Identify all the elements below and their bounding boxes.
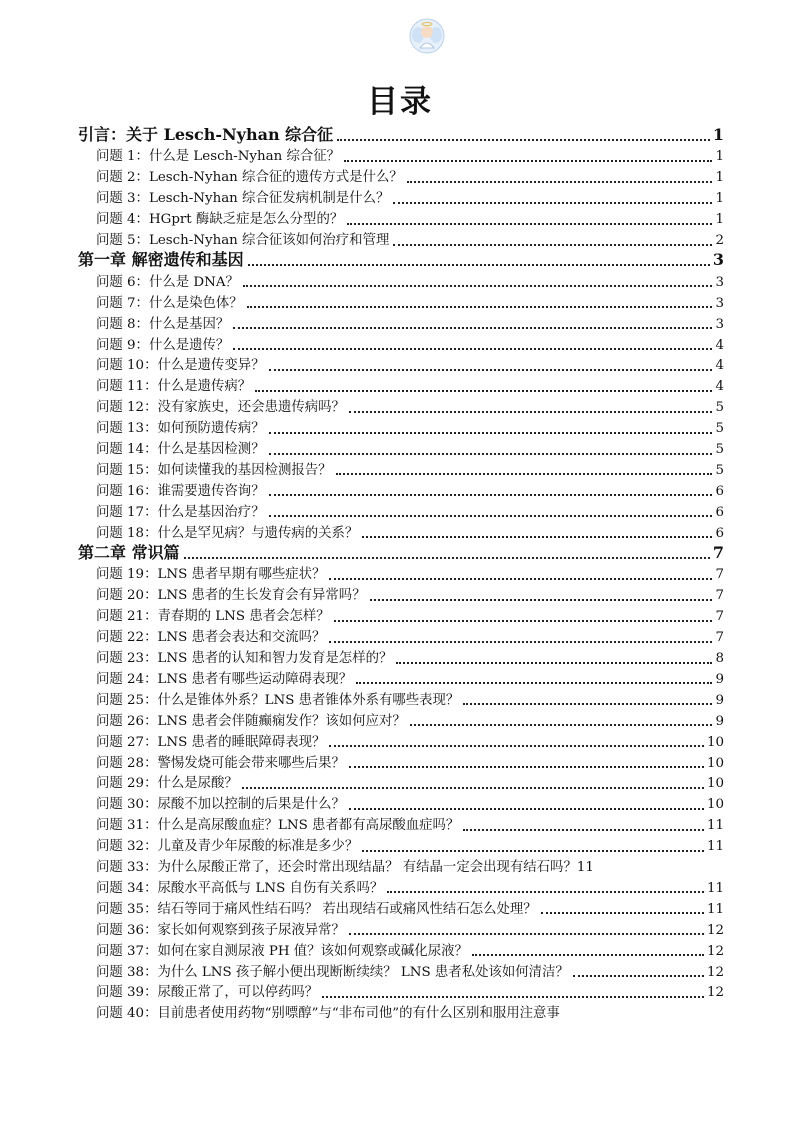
toc-page-number: 11 <box>706 818 724 834</box>
toc-entry-label: 问题 34：尿酸水平高低与 LNS 自伤有关系吗？ <box>96 880 384 896</box>
toc-entry-label: 问题 15：如何读懂我的基因检测报告？ <box>96 462 332 478</box>
toc-page-number: 5 <box>715 442 724 458</box>
toc-dot-leader <box>269 514 713 517</box>
toc-dot-leader <box>269 493 713 496</box>
toc-page-number: 9 <box>715 692 724 708</box>
toc-item-row[interactable] <box>96 309 724 331</box>
toc-item-row[interactable] <box>96 497 724 519</box>
toc-entry-label: 问题 26：LNS 患者会伴随癫痫发作？该如何应对？ <box>96 713 406 729</box>
toc-entry-label: 第二章 常识篇 <box>78 543 180 562</box>
toc-page-number: 9 <box>715 713 724 729</box>
toc-item-row[interactable] <box>96 142 724 164</box>
toc-entry-label: 问题 14：什么是基因检测？ <box>96 442 265 458</box>
toc-item-row[interactable] <box>96 706 724 728</box>
toc-dot-leader <box>370 598 713 601</box>
toc-entry-label: 问题 10：什么是遗传变异？ <box>96 358 265 374</box>
toc-item-row[interactable] <box>96 602 724 624</box>
toc-page-number: 12 <box>706 943 724 959</box>
toc-entry-label: 问题 18：什么是罕见病？与遗传病的关系？ <box>96 525 359 541</box>
toc-item-row[interactable] <box>96 455 724 477</box>
toc-entry-label: 问题 22：LNS 患者会表达和交流吗？ <box>96 630 326 646</box>
toc-entry-label: 问题 32：儿童及青少年尿酸的标准是多少？ <box>96 839 359 855</box>
toc-entry-label: 问题 2：Lesch-Nyhan 综合征的遗传方式是什么？ <box>96 170 403 186</box>
toc-page-number: 8 <box>715 651 724 667</box>
toc-dot-leader <box>541 911 704 914</box>
toc-entry-label: 引言：关于 Lesch-Nyhan 综合征 <box>78 125 334 144</box>
toc-page-number: 6 <box>715 483 724 499</box>
toc-item-row[interactable] <box>96 915 724 937</box>
toc-item-row[interactable] <box>96 894 724 916</box>
toc-dot-leader <box>255 389 712 392</box>
toc-entry-label: 问题 25：什么是锥体外系？LNS 患者锥体外系有哪些表现？ <box>96 692 460 708</box>
toc-entry-label: 问题 20：LNS 患者的生长发育会有异常吗？ <box>96 588 366 604</box>
toc-page-number: 3 <box>715 316 724 332</box>
toc-dot-leader <box>233 326 712 329</box>
toc-page-number: 6 <box>715 525 724 541</box>
toc-dot-leader <box>233 347 712 350</box>
toc-item-row[interactable] <box>96 518 724 540</box>
toc-entry-label: 问题 35：结石等同于痛风性结石吗？ 若出现结石或痛风性结石怎么处理？ <box>96 901 537 917</box>
toc-page-number: 5 <box>715 462 724 478</box>
toc-item-row[interactable] <box>96 267 724 289</box>
toc-dot-leader <box>362 535 712 538</box>
toc-item-row[interactable] <box>96 727 724 749</box>
toc-page-number: 5 <box>715 400 724 416</box>
toc-chapter-row[interactable] <box>78 121 724 143</box>
toc-page-number: 3 <box>712 250 724 270</box>
toc-entry-label: 问题 5：Lesch-Nyhan 综合征该如何治疗和管理 <box>96 233 390 249</box>
toc-chapter-row[interactable] <box>78 246 724 268</box>
toc-dot-leader <box>269 431 713 434</box>
toc-item-row[interactable] <box>96 811 724 833</box>
toc-entry-label: 问题 9：什么是遗传？ <box>96 337 230 353</box>
toc-item-row[interactable] <box>96 163 724 185</box>
toc-entry-label: 问题 12：没有家族史，还会患遗传病吗？ <box>96 400 345 416</box>
toc-item-row[interactable] <box>96 560 724 582</box>
toc-dot-leader <box>349 932 704 935</box>
toc-dot-leader <box>347 222 712 225</box>
toc-entry-label: 问题 37：如何在家自测尿液 PH 值？该如何观察或碱化尿液？ <box>96 943 468 959</box>
toc-page-number: 3 <box>715 274 724 290</box>
toc-entry-label: 问题 28：警惕发烧可能会带来哪些后果？ <box>96 755 345 771</box>
toc-dot-leader <box>329 744 704 747</box>
toc-entry-label: 问题 11：什么是遗传病？ <box>96 379 252 395</box>
toc-dot-leader <box>329 640 712 643</box>
toc-entry-label: 问题 27：LNS 患者的睡眠障碍表现？ <box>96 734 326 750</box>
toc-item-row[interactable] <box>96 581 724 603</box>
toc-page-number: 7 <box>715 630 724 646</box>
toc-dot-leader <box>393 201 712 204</box>
toc-page-number: 12 <box>706 964 724 980</box>
toc-page-number: 7 <box>715 609 724 625</box>
toc-item-row[interactable] <box>96 476 724 498</box>
toc-page-number: 1 <box>712 125 724 144</box>
toc-entry-label: 问题 21：青春期的 LNS 患者会怎样？ <box>96 609 330 625</box>
toc-page-number: 2 <box>715 233 724 249</box>
toc-entry-label: 问题 23：LNS 患者的认知和智力发育是怎样的？ <box>96 651 393 667</box>
toc-dot-leader <box>349 807 704 810</box>
toc-page-number: 10 <box>706 776 724 792</box>
toc-item-row[interactable] <box>96 832 724 854</box>
toc-entry-label: 问题 3：Lesch-Nyhan 综合征发病机制是什么？ <box>96 191 390 207</box>
toc-entry-label: 问题 16：谁需要遗传咨询？ <box>96 483 265 499</box>
toc-dot-leader <box>349 410 713 413</box>
toc-dot-leader <box>269 368 713 371</box>
toc-entry-label: 问题 19：LNS 患者早期有哪些症状？ <box>96 567 326 583</box>
toc-dot-leader <box>573 974 704 977</box>
toc-entry-label: 问题 6：什么是 DNA？ <box>96 274 239 290</box>
toc-page-number: 6 <box>715 504 724 520</box>
toc-dot-leader <box>243 284 713 287</box>
toc-dot-leader <box>269 452 713 455</box>
toc-page-number: 4 <box>715 358 724 374</box>
toc-dot-leader <box>242 786 704 789</box>
toc-dot-leader <box>349 765 704 768</box>
toc-chapter-row[interactable] <box>78 539 724 561</box>
toc-item-row[interactable] <box>96 623 724 645</box>
toc-page-number: 1 <box>715 149 724 165</box>
toc-page-number: 3 <box>715 295 724 311</box>
toc-dot-leader <box>393 243 712 246</box>
toc-item-row[interactable] <box>96 748 724 770</box>
toc-item-row[interactable] <box>96 957 724 979</box>
toc-item-row[interactable] <box>96 226 724 248</box>
toc-item-row[interactable] <box>96 853 724 875</box>
toc-item-row[interactable] <box>96 330 724 352</box>
toc-dot-leader <box>336 472 713 475</box>
toc-item-row[interactable] <box>96 414 724 436</box>
toc-dot-leader <box>344 159 712 162</box>
toc-dot-leader <box>410 723 713 726</box>
toc-page-number: 10 <box>706 797 724 813</box>
toc-page-number: 7 <box>715 567 724 583</box>
toc-entry-label: 问题 7：什么是染色体？ <box>96 295 243 311</box>
toc-dot-leader <box>247 305 713 308</box>
toc-entry-label: 问题 36：家长如何观察到孩子尿液异常？ <box>96 922 345 938</box>
toc-entry-label: 问题 1：什么是 Lesch-Nyhan 综合征？ <box>96 149 341 165</box>
toc-entry-label: 问题 39：尿酸正常了，可以停药吗？ <box>96 985 319 1001</box>
toc-dot-leader <box>337 138 710 141</box>
toc-entry-label: 问题 8：什么是基因？ <box>96 316 230 332</box>
toc-item-row[interactable] <box>96 685 724 707</box>
toc-entry-label: 问题 24：LNS 患者有哪些运动障碍表现？ <box>96 671 353 687</box>
toc-page-number: 1 <box>715 191 724 207</box>
toc-item-row[interactable] <box>96 184 724 206</box>
toc-item-row[interactable] <box>96 769 724 791</box>
toc-entry-label: 问题 38：为什么 LNS 孩子解小便出现断断续续？ LNS 患者私处该如何清洁？ <box>96 964 569 980</box>
page-title: 目录 <box>367 84 433 120</box>
toc-dot-leader <box>463 828 704 831</box>
toc-entry-label: 第一章 解密遗传和基因 <box>78 250 244 270</box>
toc-dot-leader <box>184 556 710 559</box>
toc-page-number: 4 <box>715 337 724 353</box>
toc-dot-leader <box>396 661 712 664</box>
toc-dot-leader <box>322 995 704 998</box>
toc-entry-label: 问题 30：尿酸不加以控制的后果是什么？ <box>96 797 345 813</box>
toc-dot-leader <box>472 953 704 956</box>
toc-item-row[interactable] <box>96 664 724 686</box>
toc-entry-label: 问题 17：什么是基因治疗？ <box>96 504 265 520</box>
toc-page-number: 12 <box>706 922 724 938</box>
toc-entry-label: 问题 13：如何预防遗传病？ <box>96 421 265 437</box>
toc-page-number: 5 <box>715 421 724 437</box>
toc-item-row[interactable] <box>96 978 724 1000</box>
toc-dot-leader <box>362 849 704 852</box>
toc-item-row[interactable] <box>96 644 724 666</box>
toc-page-number: 10 <box>706 734 724 750</box>
toc-page-number: 7 <box>715 588 724 604</box>
toc-entry-label: 问题 40：目前患者使用药物“别嘌醇”与“非布司他”的有什么区别和服用注意事 <box>96 1006 560 1022</box>
toc-item-row[interactable] <box>96 351 724 373</box>
toc-dot-leader <box>356 681 712 684</box>
toc-page-number: 11 <box>706 901 724 917</box>
toc-dot-leader <box>248 263 710 266</box>
toc-item-row[interactable] <box>96 288 724 310</box>
toc-dot-leader <box>387 890 704 893</box>
toc-dot-leader <box>334 619 713 622</box>
toc-dot-leader <box>463 702 712 705</box>
toc-item-row[interactable] <box>96 393 724 415</box>
toc-dot-leader <box>407 180 713 183</box>
toc-entry-label: 问题 31：什么是高尿酸血症？LNS 患者都有高尿酸血症吗？ <box>96 818 460 834</box>
toc-dot-leader <box>329 577 712 580</box>
toc-page-number: 1 <box>715 212 724 228</box>
toc-item-row[interactable] <box>96 873 724 895</box>
toc-entry-label: 问题 29：什么是尿酸？ <box>96 776 238 792</box>
toc-page-number: 9 <box>715 671 724 687</box>
toc-item-row[interactable] <box>96 205 724 227</box>
toc-item-row[interactable] <box>96 372 724 394</box>
toc-page-number: 11 <box>706 839 724 855</box>
toc-page-number: 1 <box>715 170 724 186</box>
toc-item-row[interactable] <box>96 936 724 958</box>
toc-entry-label: 问题 33：为什么尿酸正常了，还会时常出现结晶？ 有结晶一定会出现有结石吗？ <box>96 860 577 876</box>
toc-page-number: 11 <box>576 860 594 876</box>
toc-entry-label: 问题 4：HGprt 酶缺乏症是怎么分型的？ <box>96 212 344 228</box>
toc-item-row[interactable] <box>96 435 724 457</box>
toc-item-row[interactable] <box>96 999 724 1021</box>
toc-page-number: 11 <box>706 880 724 896</box>
toc-page-number: 10 <box>706 755 724 771</box>
toc-item-row[interactable] <box>96 790 724 812</box>
toc-page-number: 7 <box>712 543 724 562</box>
toc-page-number: 12 <box>706 985 724 1001</box>
toc-page-number: 4 <box>715 379 724 395</box>
